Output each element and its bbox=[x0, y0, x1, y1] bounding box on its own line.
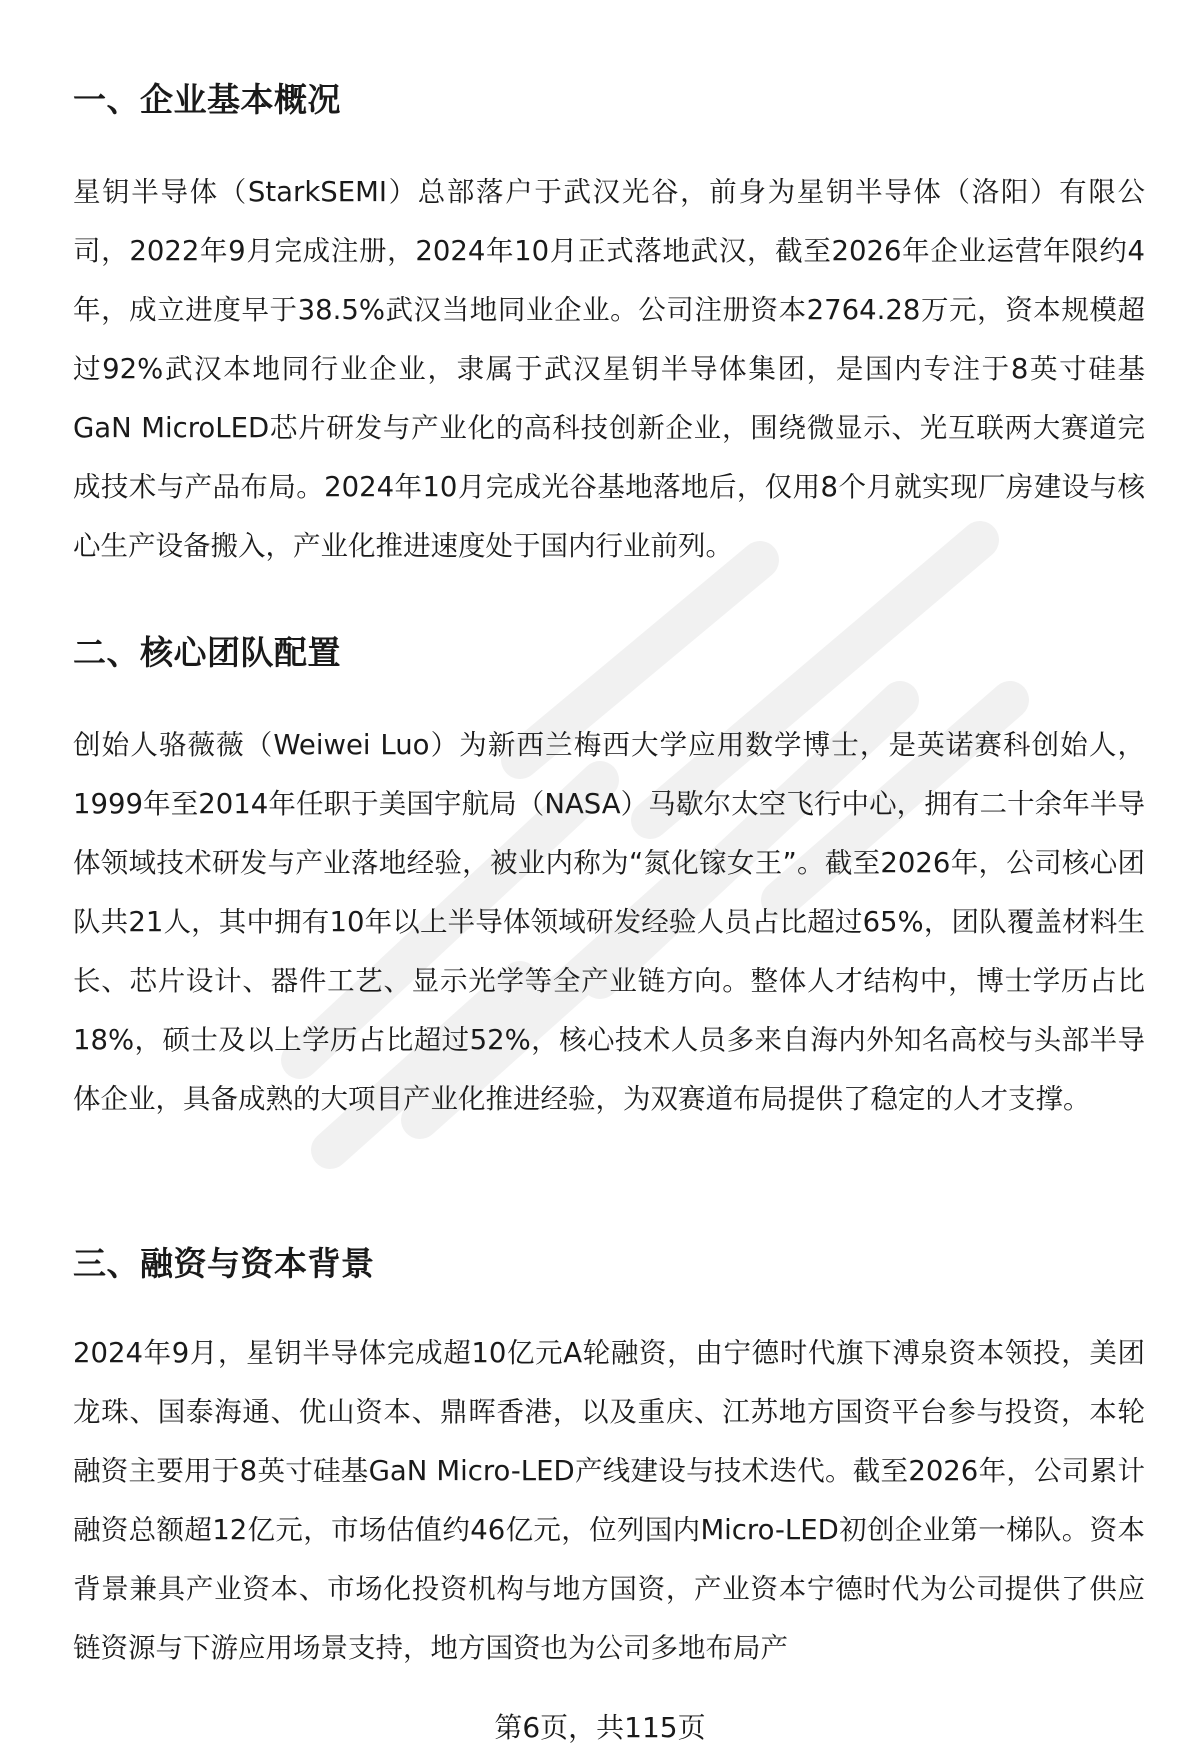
section-title-overview: 一、企业基本概况 bbox=[73, 80, 341, 119]
section-title-team: 二、核心团队配置 bbox=[73, 633, 341, 672]
section-body-financing: 2024年9月，星钥半导体完成超10亿元A轮融资，由宁德时代旗下溥泉资本领投，美团龙珠、国泰海通、优山资本、鼎晖香港，以及重庆、江苏地方国资平台参与投资，本轮融资主要用于8英寸硅基GaN Micro-LED产线建设与技术迭代。截至2026年，公司累计融资总额超12亿元，市场估值约46亿元，位列国内Micro-LED初创企业第一梯队。资本背景兼具产业资本、市场化投资机构与地方国资，产业资本宁德时代为公司提供了供应链资源与下游应用场景支持，地方国资也为公司多地布局产 bbox=[73, 1337, 1145, 1664]
page-number: 第6页，共115页 bbox=[494, 1711, 706, 1744]
section-title-financing: 三、融资与资本背景 bbox=[73, 1244, 375, 1283]
section-body-team: 创始人骆薇薇（Weiwei Luo）为新西兰梅西大学应用数学博士，是英诺赛科创始人，1999年至2014年任职于美国宇航局（NASA）马歇尔太空飞行中心，拥有二十余年半导体领域技术研发与产业落地经验，被业内称为“氮化镓女王”。截至2026年，公司核心团队共21人，其中拥有10年以上半导体领域研发经验人员占比超过65%，团队覆盖材料生长、芯片设计、器件工艺、显示光学等全产业链方向。整体人才结构中，博士学历占比18%，硕士及以上学历占比超过52%，核心技术人员多来自海内外知名高校与头部半导体企业，具备成熟的大项目产业化推进经验，为双赛道布局提供了稳定的人才支撑。 bbox=[73, 729, 1145, 1115]
section-body-overview: 星钥半导体（StarkSEMI）总部落户于武汉光谷，前身为星钥半导体（洛阳）有限公司，2022年9月完成注册，2024年10月正式落地武汉，截至2026年企业运营年限约4年，成立进度早于38.5%武汉当地同业企业。公司注册资本2764.28万元，资本规模超过92%武汉本地同行业企业，隶属于武汉星钥半导体集团，是国内专注于8英寸硅基GaN MicroLED芯片研发与产业化的高科技创新企业，围绕微显示、光互联两大赛道完成技术与产品布局。2024年10月完成光谷基地落地后，仅用8个月就实现厂房建设与核心生产设备搬入，产业化推进速度处于国内行业前列。 bbox=[73, 176, 1145, 562]
